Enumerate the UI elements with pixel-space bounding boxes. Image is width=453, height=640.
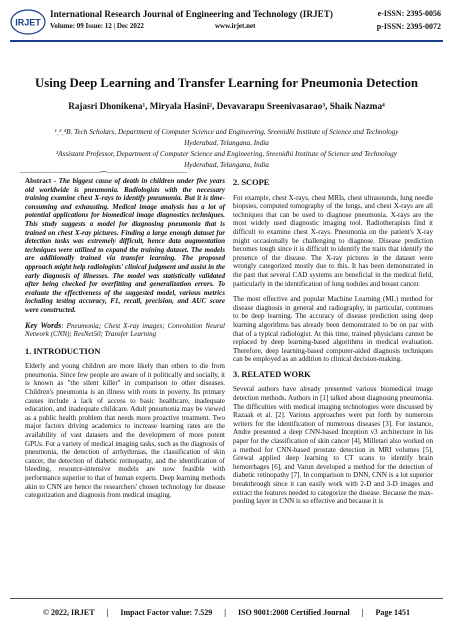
keywords-label: Key Words	[25, 320, 62, 330]
related-work-heading: 3. RELATED WORK	[233, 369, 311, 379]
footer-separator: |	[224, 608, 226, 617]
footer-separator: |	[106, 608, 109, 617]
author-list: Rajasri Dhonikena¹, Miryala Hasini², Devavarapu Sreenivasarao³, Shaik Nazma⁴	[68, 101, 385, 111]
abstract-label: Abstract -	[25, 177, 57, 185]
section-separator: ---------------------------------------------------------------------***---------------------------------------------------------------------	[20, 171, 187, 176]
abstract	[25, 177, 225, 315]
logo-icon	[10, 8, 46, 36]
related-work-paragraph: Several authors have already presented various biomedical image detection methods. Authors in [1] talked about diagnosing pneumonia. The difficulties with medical imaging technologies were discussed by Razaak et al. [2]. Various approaches were put forth by numerous writers for the identification of numerous diseases [3]. For instance, Andre presented a deep CNN-based Inception v3 architecture in his paper for the classification of skin cancer [4], Milletari also worked on a method for CNN-based prostate detection in MRI volumes [5], Grewal applied deep learning to CT scans to identify brain hemorrhages [6], and Varun developed a method for the detection of diabetic retinopathy [7]. In comparison to DNN, CNN is a lot superior breakthrough since it can easily work with 2-D and 3-D images and extract the features needed to categorize the disease. Because the max-pooling layer in CNN is so effective and because it is	[233, 385, 433, 506]
introduction-heading: 1. INTRODUCTION	[25, 346, 101, 356]
affiliation-professor: ³Assistant Professor, Department of Computer Science and Engineering, Sreenidhi Institute of Science and Technology Hyderabad, Telangana, India	[56, 150, 397, 169]
footer-page-number: Page 1451	[375, 608, 410, 617]
keywords-text: : Pneumonia; Chest X-ray images; Convolution Neural Network (CNN); ResNet50; Transfer Learning	[25, 321, 225, 339]
right-column	[233, 177, 433, 513]
journal-header	[10, 8, 445, 38]
journal-website-link[interactable]: www.irjet.net	[215, 22, 256, 30]
scope-heading: 2. SCOPE	[233, 178, 270, 187]
affiliation-scholars: ¹ˎ²ˎ⁴B. Tech Scholars, Department of Computer Science and Engineering, Sreenidhi Institute of Science and Technology Hyderabad, Telangana, India	[54, 128, 399, 147]
introduction-paragraph: Elderly and young children are more likely than others to die from pneumonia. Since few people are aware of it politically and socially, it is known as "the silent killer" in comparison to other diseases. Children's pneumonia is an illness with roots in poverty. Its primary causes include a lack of access to basic healthcare, inadequate education, and inadequate childcare. Adult pneumonia may be viewed as a public health problem that needs more proactive treatment. Two major factors driving academics to increase learning rates are the availability of vast datasets and the development of more potent GPUs. For a variety of medical imaging tasks, such as the diagnosis of pneumonia, the detection of arrhythmias, the classification of skin cancer, the detection of diabetic retinopathy, and the identification of bleeding, resource-intensive models are now feasible with performance superior to that of human experts. Deep learning methods akin to CNN are hence the researchers' chosen technology for disease categorization and diagnosis from medical imaging.	[25, 362, 225, 500]
e-issn: e-ISSN: 2395-0056	[377, 9, 441, 18]
logo-text: IRJET	[15, 17, 41, 28]
footer-impact-factor: Impact Factor value: 7.529	[120, 608, 213, 617]
header-divider	[10, 40, 443, 42]
paper-title: Using Deep Learning and Transfer Learning for Pneumonia Detection	[35, 76, 418, 90]
left-column	[25, 177, 225, 507]
footer-copyright: © 2022, IRJET	[43, 608, 95, 617]
p-issn: p-ISSN: 2395-0072	[376, 22, 441, 31]
scope-paragraph-1: For example, chest X-rays, chest MRIs, chest ultrasounds, lung needle biopsies, computed tomography of the lungs, and chest X-rays are all techniques that can be used to diagnose pneumonia. X-rays are the most widely used diagnostic imaging tool. Radiotherapists find it difficult to examine chest X-rays. Pneumonia on the patient's X-ray might occasionally be challenging to diagnose. Disease prediction becomes tough since it is difficult to identify the traits that identify the presence of the disease. The X-ray pictures in the dataset were wrongly categorized mostly due to this. It has been demonstrated in the past that several CAD systems are beneficial in the medical field, particularly in the identification of lung nodules and breast cancer.	[233, 193, 433, 288]
footer-divider	[10, 598, 443, 599]
footer-iso: ISO 9001:2008 Certified Journal	[237, 608, 350, 617]
keywords	[25, 322, 225, 339]
irjet-logo	[10, 8, 46, 36]
footer-separator: |	[361, 608, 364, 617]
page-footer	[0, 608, 453, 617]
scope-paragraph-2: The most effective and popular Machine Learning (ML) method for disease diagnosis in general and radiography, in particular, continues to be deep learning. The accuracy of disease prediction using deep learning algorithms has already been demonstrated to be on par with that of a typical radiologist. At this time, trained physicians cannot be replaced by deep learning-based algorithms in medical evaluation. Therefore, deep learning-based computer-aided diagnosis techniques can be employed as an addition to clinical decision-making.	[233, 295, 433, 364]
journal-name: International Research Journal of Engineering and Technology (IRJET)	[50, 9, 333, 19]
abstract-text: The biggest cause of death in children under five years old worldwide is pneumonia. Radiologists with the necessary training examine chest X-rays to identify pneumonia. But it is time-consuming and exhausting. Medical image analysis has a lot of potential applications for biomedical image diagnostics techniques. This study suggests a model for diagnosing pneumonia that is trained on chest X-ray pictures. Finding a large enough dataset for detection tasks was extremely difficult, hence data augmentation techniques were utilized to expand the training dataset. The models are additionally trained via transfer learning. The proposed approach might help radiologists' clinical judgment and assist in the early diagnosis of illnesses. The model was statistically validated after being checked for overfitting and generalization errors. To evaluate the effectiveness of the suggested model, various metrics including testing accuracy, F1, recall, precision, and AUC score were constructed.	[25, 177, 225, 314]
volume-issue: Volume: 09 Issue: 12 | Dec 2022	[50, 22, 144, 30]
